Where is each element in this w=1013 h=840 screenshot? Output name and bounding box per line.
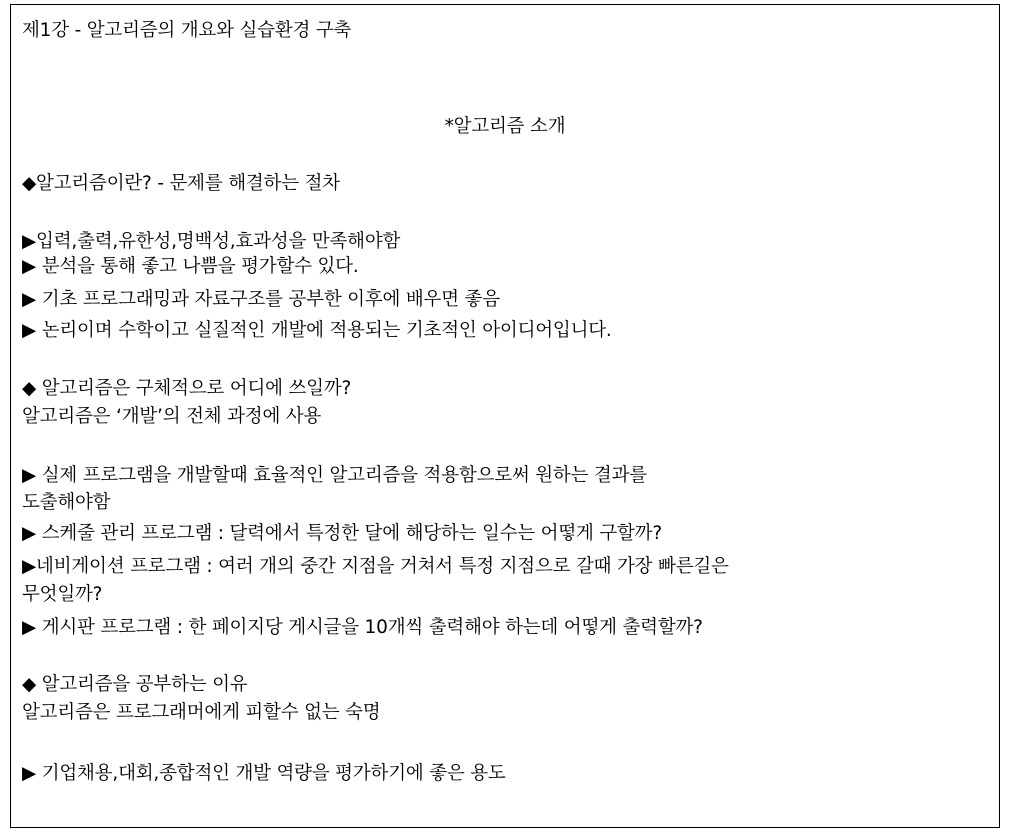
why-study-heading: ◆ 알고리즘을 공부하는 이유 (22, 674, 248, 695)
where-used-bullet-3-line-1: ▶네비게이션 프로그램 : 여러 개의 중간 지점을 거쳐서 특정 지점으로 갈때 가장 빠른길은 (22, 556, 729, 577)
where-used-bullet-3-line-2: 무엇일까? (22, 584, 103, 605)
where-used-bullet-1-line-1: ▶ 실제 프로그램을 개발할때 효율적인 알고리즘을 적용함으로써 원하는 결과를 (22, 465, 647, 486)
what-is-bullet-3: ▶ 기초 프로그래밍과 자료구조를 공부한 이후에 배우면 좋음 (22, 289, 500, 310)
where-used-bullet-1-line-2: 도출해야함 (22, 492, 111, 513)
where-used-subtext: 알고리즘은 ‘개발’의 전체 과정에 사용 (22, 406, 322, 427)
what-is-bullet-2: ▶ 분석을 통해 좋고 나쁨을 평가할수 있다. (22, 256, 359, 277)
why-study-subtext: 알고리즘은 프로그래머에게 피할수 없는 숙명 (22, 702, 381, 723)
what-is-bullet-4: ▶ 논리이며 수학이고 실질적인 개발에 적용되는 기초적인 아이디어입니다. (22, 320, 612, 341)
document-box (10, 4, 1000, 828)
where-used-bullet-4: ▶ 게시판 프로그램 : 한 페이지당 게시글을 10개씩 출력해야 하는데 어떻게 출력할까? (22, 617, 703, 638)
what-is-bullet-1: ▶입력,출력,유한성,명백성,효과성을 만족해야함 (22, 231, 401, 252)
where-used-heading: ◆ 알고리즘은 구체적으로 어디에 쓰일까? (22, 378, 352, 399)
lecture-title: 제1강 - 알고리즘의 개요와 실습환경 구축 (22, 20, 352, 41)
section-title: *알고리즘 소개 (444, 116, 566, 137)
what-is-heading: ◆알고리즘이란? - 문제를 해결하는 절차 (22, 173, 340, 194)
where-used-bullet-2: ▶ 스케줄 관리 프로그램 : 달력에서 특정한 달에 해당하는 일수는 어떻게 구할까? (22, 523, 662, 544)
why-study-bullet: ▶ 기업채용,대회,종합적인 개발 역량을 평가하기에 좋은 용도 (22, 763, 506, 784)
